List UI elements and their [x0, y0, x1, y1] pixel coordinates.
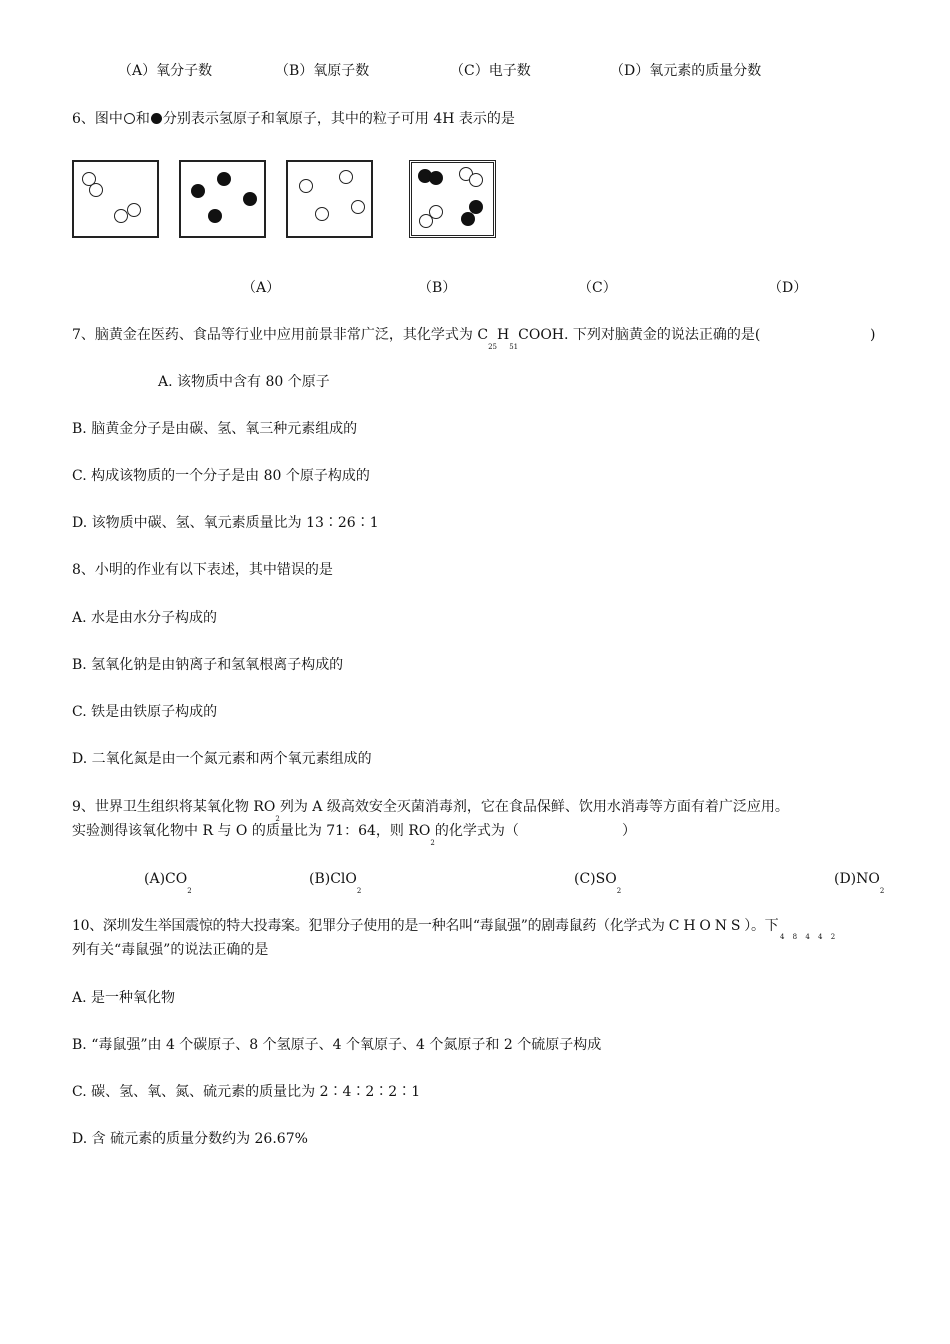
- hydrogen-atom-icon: [124, 113, 135, 124]
- q9-subscript: 2: [430, 839, 435, 847]
- q9-subscript: 2: [356, 887, 362, 895]
- q9-option-c: [574, 870, 622, 895]
- q8-option-c: C. 铁是由铁原子构成的: [72, 704, 218, 720]
- q7-subscript: 51: [509, 343, 519, 351]
- q7-option-a: A. 该物质中含有 80 个原子: [158, 374, 330, 390]
- q9-stem-part: 列为 A 级高效安全灭菌消毒剂，它在食品保鲜、饮用水消毒等方面有着广泛应用。: [279, 799, 789, 815]
- q5-option-c: （C）电子数: [450, 63, 531, 79]
- q9-option-b: [309, 870, 362, 895]
- q10-option-b: B. “毒鼠强”由 4 个碳原子、8 个氢原子、4 个氧原子、4 个氮原子和 2 个硫原子构成: [72, 1037, 602, 1053]
- q7-option-b: B. 脑黄金分子是由碳、氢、氧三种元素组成的: [72, 421, 358, 437]
- oxygen-atom-icon: [461, 212, 475, 226]
- oxygen-atom-icon: [243, 192, 257, 206]
- q6-diagram-a: [72, 160, 159, 238]
- hydrogen-atom-icon: [89, 183, 103, 197]
- q6-diagram-d: [409, 160, 496, 238]
- q9-subscript: 2: [187, 887, 192, 895]
- q6-stem-and: 和: [135, 111, 150, 127]
- q7-stem-part: H: [497, 327, 510, 343]
- q5-option-d: （D）氧元素的质量分数: [610, 63, 762, 79]
- q9-subscript: 2: [616, 887, 622, 895]
- q6-label-c: （C）: [578, 280, 617, 296]
- q6-label-a: （A）: [242, 280, 281, 296]
- oxygen-atom-icon: [208, 209, 222, 223]
- q6-stem: [72, 110, 515, 128]
- q10-option-a: A. 是一种氧化物: [72, 990, 176, 1006]
- q6-label-b: （B）: [418, 280, 457, 296]
- q7-stem: [72, 326, 761, 351]
- oxygen-atom-icon: [429, 171, 443, 185]
- q6-label-d: （D）: [768, 280, 808, 296]
- q10-formula-subscripts: 4 8 4 4 2: [780, 933, 839, 941]
- q10-stem-line1: 10、深圳发生举国震惊的特大投毒案。犯罪分子使用的是一种名叫“毒鼠强”的剧毒鼠药（化学式为 C H O N S ）。下: [72, 918, 779, 934]
- q9-stem-line2: [72, 822, 519, 847]
- q7-stem-part: 7、脑黄金在医药、食品等行业中应用前景非常广泛，其化学式为 C: [72, 327, 489, 343]
- q9-subscript: 2: [879, 887, 885, 895]
- q9-option-d: [834, 870, 885, 895]
- q10-stem-line2: 列有关“毒鼠强”的说法正确的是: [72, 942, 269, 958]
- q9-stem-part: 的化学式为（: [434, 823, 519, 839]
- q6-stem-suffix: 分别表示氢原子和氧原子，其中的粒子可用 4H 表示的是: [162, 111, 515, 127]
- q9-option-text: (D)NO: [834, 871, 880, 887]
- oxygen-atom-icon: [151, 113, 162, 124]
- q8-option-b: B. 氢氧化钠是由钠离子和氢氧根离子构成的: [72, 657, 344, 673]
- q9-option-text: (A)CO: [144, 871, 188, 887]
- q9-stem-line1: [72, 798, 789, 823]
- q9-stem-close: ）: [622, 823, 636, 839]
- hydrogen-atom-icon: [351, 200, 365, 214]
- q5-option-b: （B）氧原子数: [275, 63, 370, 79]
- oxygen-atom-icon: [191, 184, 205, 198]
- hydrogen-atom-icon: [315, 207, 329, 221]
- q9-subscript: 2: [275, 815, 280, 823]
- hydrogen-atom-icon: [127, 203, 141, 217]
- q9-option-a: [144, 870, 192, 895]
- q10-option-c: C. 碳、氢、氧、氮、硫元素的质量比为 2∶4∶2∶2∶1: [72, 1084, 421, 1100]
- hydrogen-atom-icon: [469, 173, 483, 187]
- q9-option-text: (C)SO: [574, 871, 617, 887]
- q7-option-c: C. 构成该物质的一个分子是由 80 个原子构成的: [72, 468, 370, 484]
- q6-diagram-b: [179, 160, 266, 238]
- q7-stem-part: COOH. 下列对脑黄金的说法正确的是(: [518, 327, 761, 343]
- q8-stem: 8、小明的作业有以下表述，其中错误的是: [72, 562, 333, 578]
- q6-diagram-c: [286, 160, 373, 238]
- q5-option-a: （A）氧分子数: [118, 63, 213, 79]
- hydrogen-atom-icon: [114, 209, 128, 223]
- q7-option-d: D. 该物质中碳、氢、氧元素质量比为 13∶26∶1: [72, 515, 379, 531]
- hydrogen-atom-icon: [299, 179, 313, 193]
- q7-stem-close: ): [870, 327, 876, 343]
- q8-option-a: A. 水是由水分子构成的: [72, 610, 218, 626]
- hydrogen-atom-icon: [429, 205, 443, 219]
- q9-option-text: (B)ClO: [309, 871, 357, 887]
- q9-stem-part: 实验测得该氧化物中 R 与 O 的质量比为 71：64，则 RO: [72, 823, 431, 839]
- q9-stem-part: 9、世界卫生组织将某氧化物 RO: [72, 799, 276, 815]
- q7-subscript: 25: [488, 343, 497, 351]
- q10-option-d: D. 含 硫元素的质量分数约为 26.67%: [72, 1131, 308, 1147]
- q6-stem-prefix: 6、图中: [72, 111, 123, 127]
- q8-option-d: D. 二氧化氮是由一个氮元素和两个氧元素组成的: [72, 751, 372, 767]
- oxygen-atom-icon: [217, 172, 231, 186]
- hydrogen-atom-icon: [339, 170, 353, 184]
